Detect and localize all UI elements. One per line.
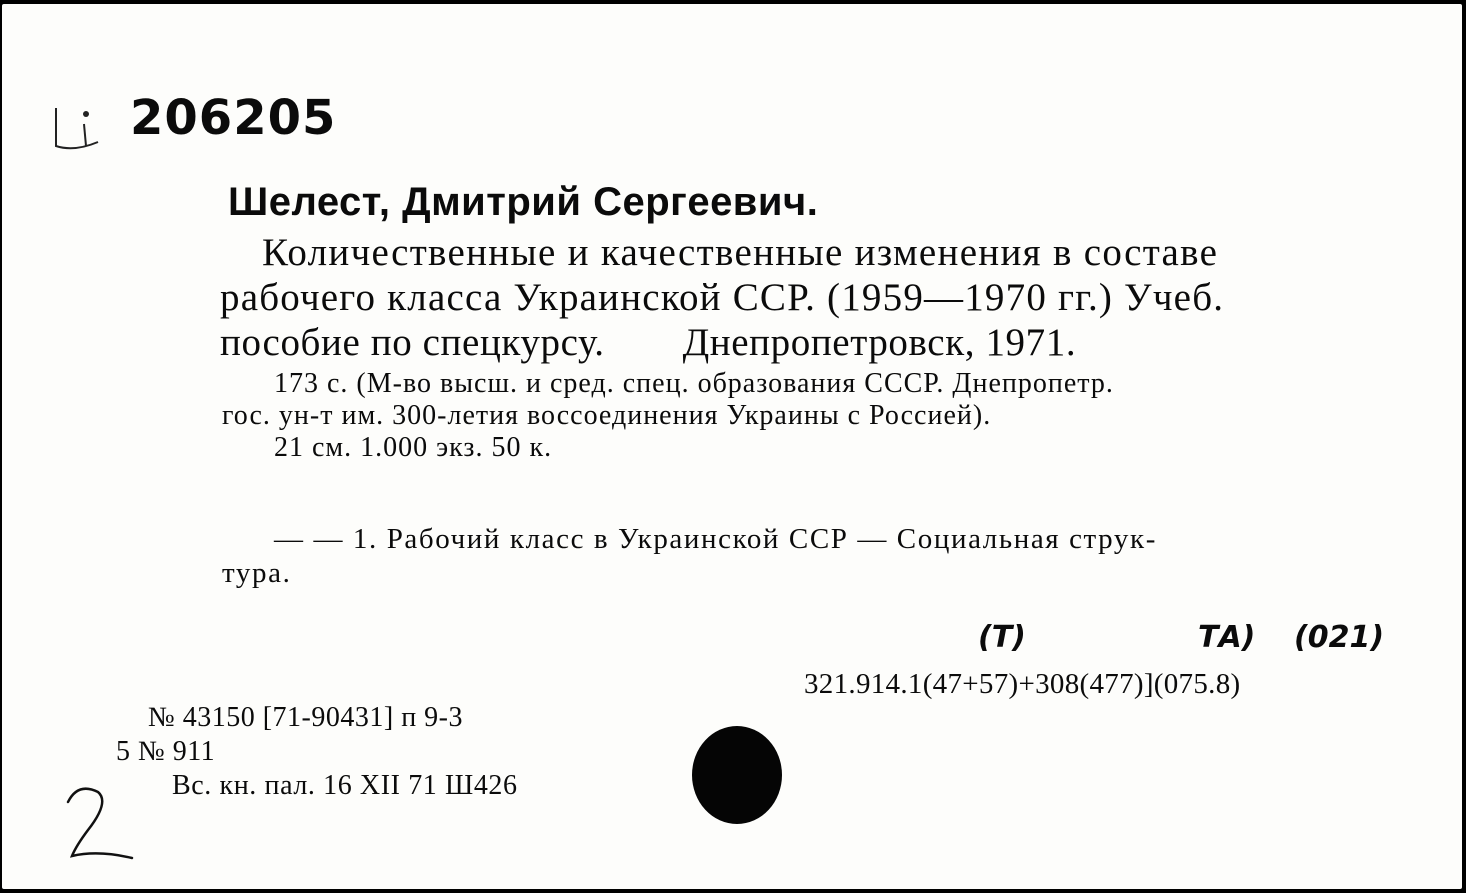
card-punch-hole xyxy=(692,726,782,824)
catalog-card xyxy=(2,4,1462,889)
classification-code: 321.914.1(47+57)+308(477)](075.8) xyxy=(804,668,1241,700)
title-block xyxy=(220,230,1390,365)
publication-place-year: Днепропетровск, 1971. xyxy=(682,321,1077,364)
ink-mark-icon xyxy=(48,96,108,156)
title-line: рабочего класса Украинской ССР. (1959—1970 гг.) Учеб. xyxy=(220,276,1225,319)
handwritten-mark: ТА) xyxy=(1198,620,1256,655)
book-chamber-note: Вс. кн. пал. 16 XII 71 Ш426 xyxy=(172,770,518,801)
handwritten-digit-2 xyxy=(58,780,138,864)
registration-number: № 43150 [71-90431] п 9-3 xyxy=(148,702,463,733)
desc-line: 173 с. (М-во высш. и сред. спец. образования СССР. Днепропетр. xyxy=(274,368,1114,399)
title-line xyxy=(220,320,1390,365)
inventory-number: 206205 xyxy=(130,90,337,146)
author-heading: Шелест, Дмитрий Сергеевич. xyxy=(228,180,819,224)
subject-line: — — 1. Рабочий класс в Украинской ССР — Социальная струк- xyxy=(274,523,1157,555)
subject-line: тура. xyxy=(222,557,292,589)
subject-heading xyxy=(222,522,1394,590)
handwritten-mark: (021) xyxy=(1294,620,1385,655)
desc-line: 21 см. 1.000 экз. 50 к. xyxy=(274,432,553,463)
registration-number-secondary: 5 № 911 xyxy=(116,736,216,767)
physical-description xyxy=(222,368,1394,464)
desc-line: гос. ун-т им. 300-летия воссоединения Украины с Россией). xyxy=(222,400,992,431)
title-line: Количественные и качественные изменения в составе xyxy=(262,231,1219,274)
handwritten-mark: (Т) xyxy=(978,620,1026,655)
title-fragment: пособие по спецкурсу. xyxy=(220,321,605,364)
